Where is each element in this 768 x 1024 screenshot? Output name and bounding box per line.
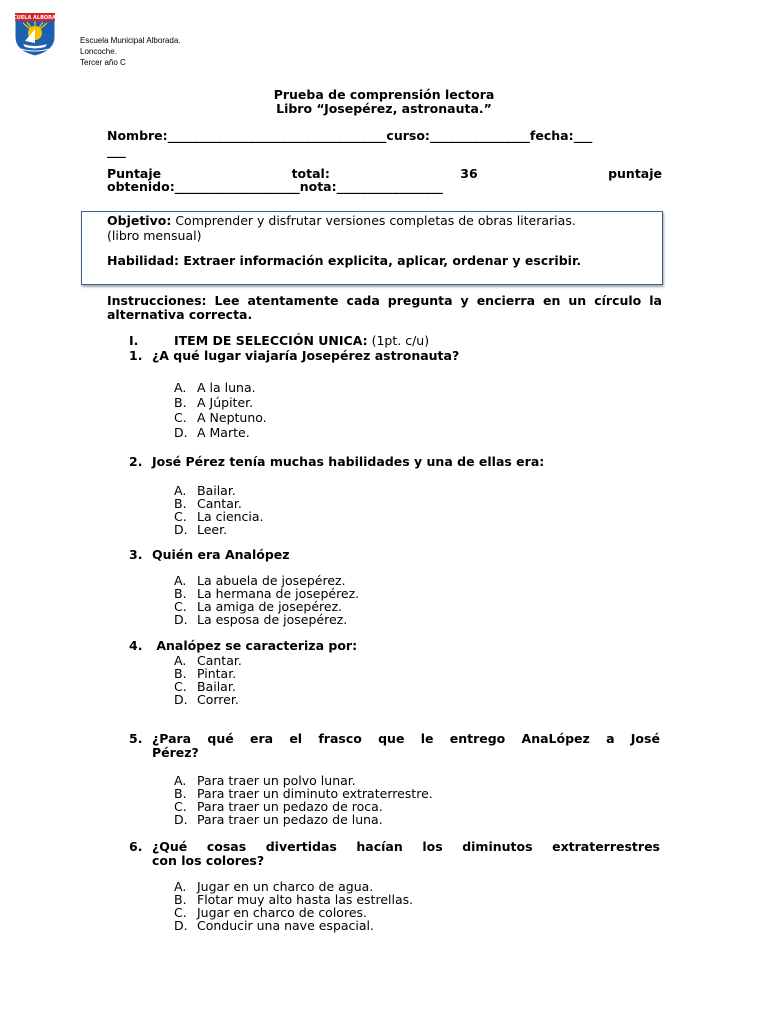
name-course-date-line: Nombre:___________________________________curso:________________fecha:___: [107, 128, 593, 143]
option-d[interactable]: [174, 813, 433, 826]
option-letter: B.: [174, 586, 187, 601]
question-5: [129, 732, 660, 760]
option-c[interactable]: [174, 410, 267, 425]
option-text: Bailar.: [197, 679, 236, 694]
option-letter: A.: [174, 653, 187, 668]
objective-line: [107, 213, 576, 228]
question-word: cosas: [206, 839, 247, 854]
question-6-options: [174, 880, 413, 932]
question-number: 1.: [129, 348, 143, 363]
option-text: Jugar en charco de colores.: [197, 905, 367, 920]
score-word: Puntaje: [107, 166, 162, 181]
question-word: AnaLópez: [521, 731, 590, 746]
option-letter: D.: [174, 812, 188, 827]
question-word: ¿Para: [152, 731, 192, 746]
score-word: puntaje: [608, 166, 662, 181]
question-word: extraterrestres: [552, 839, 660, 854]
score-word: 36: [460, 166, 478, 181]
question-4: [129, 639, 357, 653]
option-text: A Neptuno.: [197, 410, 267, 425]
option-d[interactable]: [174, 425, 267, 440]
option-letter: C.: [174, 410, 187, 425]
question-text: Quién era Analópez: [152, 547, 290, 562]
school-info: [80, 35, 181, 68]
question-5-options: [174, 774, 433, 826]
option-text: Cantar.: [197, 496, 242, 511]
option-a[interactable]: [174, 380, 267, 395]
option-text: Para traer un diminuto extraterrestre.: [197, 786, 433, 801]
question-number: 5.: [129, 731, 143, 746]
question-word: José: [630, 731, 660, 746]
option-letter: D.: [174, 612, 188, 627]
question-word: hacían: [356, 839, 403, 854]
question-word: entrego: [449, 731, 506, 746]
option-letter: D.: [174, 522, 188, 537]
option-b[interactable]: [174, 395, 267, 410]
question-text-line2: Pérez?: [152, 745, 199, 760]
question-4-options: [174, 654, 242, 706]
option-text: Pintar.: [197, 666, 237, 681]
question-2: [129, 455, 544, 469]
option-d[interactable]: [174, 613, 359, 626]
question-number: 4.: [129, 638, 143, 653]
option-text: La ciencia.: [197, 509, 264, 524]
option-d[interactable]: [174, 919, 413, 932]
option-letter: A.: [174, 773, 187, 788]
question-word: divertidas: [265, 839, 337, 854]
school-name: Escuela Municipal Alborada.: [80, 36, 181, 45]
question-word: el: [289, 731, 303, 746]
instructions: Instrucciones: Lee atentamente cada pregunta y encierra en un círculo la alternativa correcta.: [107, 293, 662, 322]
objective-note: (libro mensual): [107, 228, 202, 243]
section-points: (1pt. c/u): [367, 333, 430, 348]
school-logo: [6, 11, 64, 57]
question-word: a: [606, 731, 615, 746]
question-word: le: [420, 731, 434, 746]
option-text: La abuela de josepérez.: [197, 573, 346, 588]
option-letter: C.: [174, 905, 187, 920]
option-d[interactable]: [174, 693, 242, 706]
question-word: frasco: [318, 731, 362, 746]
option-letter: A.: [174, 879, 187, 894]
question-text-line2: con los colores?: [152, 853, 265, 868]
question-6: [129, 840, 660, 868]
option-letter: B.: [174, 666, 187, 681]
question-3: [129, 548, 290, 562]
question-word: que: [378, 731, 405, 746]
question-1: [129, 349, 459, 363]
book-title: Libro “Josepérez, astronauta.”: [276, 101, 492, 116]
score-word: total:: [291, 166, 330, 181]
option-text: La hermana de josepérez.: [197, 586, 360, 601]
question-number: 2.: [129, 454, 143, 469]
school-grade: Tercer año C: [80, 58, 126, 67]
option-letter: C.: [174, 679, 187, 694]
name-line-continuation: ___: [107, 143, 126, 158]
option-letter: A.: [174, 483, 187, 498]
option-text: Bailar.: [197, 483, 236, 498]
option-letter: C.: [174, 509, 187, 524]
question-2-options: [174, 484, 264, 536]
school-city: Loncoche.: [80, 47, 117, 56]
option-letter: B.: [174, 786, 187, 801]
option-letter: D.: [174, 425, 188, 440]
section-heading: [174, 334, 429, 348]
option-letter: B.: [174, 395, 187, 410]
option-text: A Júpiter.: [197, 395, 254, 410]
question-text: José Pérez tenía muchas habilidades y una de ellas era:: [152, 454, 545, 469]
option-text: A Marte.: [197, 425, 250, 440]
option-text: Leer.: [197, 522, 228, 537]
option-letter: D.: [174, 918, 188, 933]
option-letter: D.: [174, 692, 188, 707]
option-text: Jugar en un charco de agua.: [197, 879, 374, 894]
question-3-options: [174, 574, 359, 626]
option-text: Flotar muy alto hasta las estrellas.: [197, 892, 414, 907]
question-word: era: [249, 731, 274, 746]
question-word: ¿Qué: [152, 839, 188, 854]
question-text: [152, 732, 660, 746]
section-title: ITEM DE SELECCIÓN UNICA:: [174, 333, 368, 348]
question-text: Analópez se caracteriza por:: [152, 638, 358, 653]
option-text: Para traer un polvo lunar.: [197, 773, 356, 788]
question-word: diminutos: [462, 839, 533, 854]
option-text: Conducir una nave espacial.: [197, 918, 374, 933]
logo-text: ESCUELA ALBORADA: [6, 15, 64, 21]
objective-label: Objetivo:: [107, 213, 172, 228]
option-text: Para traer un pedazo de luna.: [197, 812, 383, 827]
option-text: Correr.: [197, 692, 239, 707]
question-text: [152, 840, 660, 854]
option-letter: B.: [174, 892, 187, 907]
objective-box: [81, 211, 663, 285]
skill-text: Habilidad: Extraer información explicita, aplicar, ordenar y escribir.: [107, 253, 582, 268]
question-number: 6.: [129, 839, 143, 854]
score-obtained-grade-line: obtenido:____________________nota:_________________: [107, 179, 443, 194]
option-letter: C.: [174, 599, 187, 614]
option-letter: A.: [174, 573, 187, 588]
question-word: qué: [207, 731, 234, 746]
option-text: La esposa de josepérez.: [197, 612, 348, 627]
question-text: ¿A qué lugar viajaría Josepérez astronauta?: [152, 348, 460, 363]
option-letter: B.: [174, 496, 187, 511]
question-word: los: [422, 839, 443, 854]
option-text: Cantar.: [197, 653, 242, 668]
objective-text: Comprender y disfrutar versiones completas de obras literarias.: [171, 213, 576, 228]
option-text: Para traer un pedazo de roca.: [197, 799, 383, 814]
question-number: 3.: [129, 547, 143, 562]
option-d[interactable]: [174, 523, 264, 536]
option-letter: A.: [174, 380, 187, 395]
section-numeral: I.: [129, 333, 139, 348]
option-text: La amiga de josepérez.: [197, 599, 343, 614]
question-line: [129, 840, 660, 854]
question-1-options: [174, 380, 267, 440]
question-line: [129, 732, 660, 746]
option-letter: C.: [174, 799, 187, 814]
option-text: A la luna.: [197, 380, 256, 395]
test-title: Prueba de comprensión lectora: [273, 87, 495, 102]
